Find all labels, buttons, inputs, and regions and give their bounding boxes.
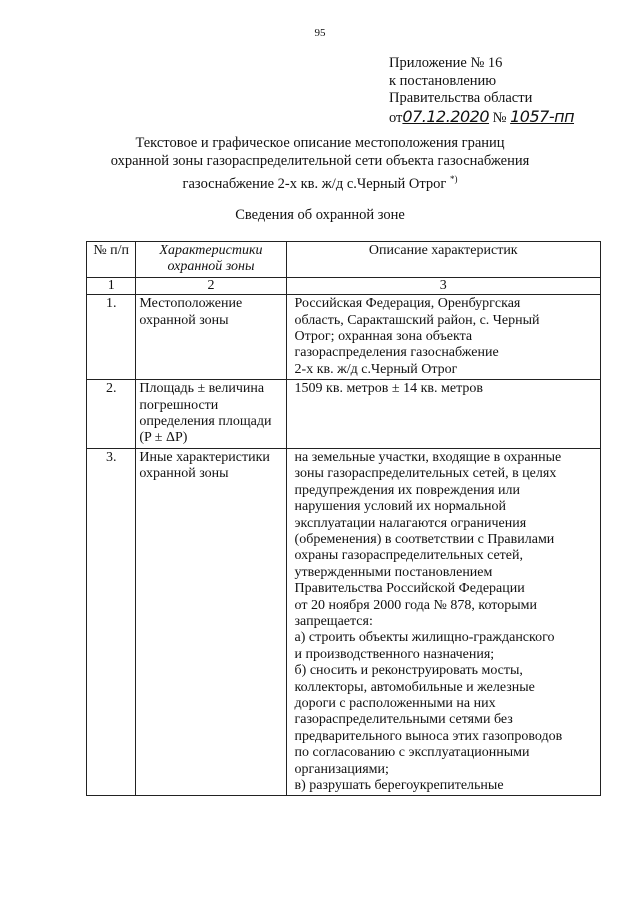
document-title xyxy=(0,134,640,193)
desc-line: на земельные участки, входящие в охранные xyxy=(294,449,562,465)
desc-line: предварительного выноса этих газопроводов xyxy=(294,728,563,744)
desc-line: Отрог; охранная зона объекта xyxy=(294,329,473,345)
row-description xyxy=(286,295,600,380)
row-number: 1. xyxy=(87,295,136,380)
header-description: Описание характеристик xyxy=(286,242,600,278)
desc-line: 1509 кв. метров ± 14 кв. метров xyxy=(294,381,483,397)
col-num-1: 1 xyxy=(87,277,136,294)
desc-line: нарушения условий их нормальной xyxy=(294,499,506,515)
title-line-1: Текстовое и графическое описание местоположения границ xyxy=(135,135,505,151)
desc-line: эксплуатации налагаются ограничения xyxy=(294,515,527,531)
desc-line: и производственного назначения; xyxy=(294,646,495,662)
table-row xyxy=(87,448,601,796)
desc-line: зоны газораспределительных сетей, в целях xyxy=(294,466,557,482)
desc-line: газораспределительными сетями без xyxy=(294,712,513,728)
handwritten-number: 1057-пп xyxy=(510,106,575,126)
appendix-line-2: к постановлению xyxy=(389,72,497,89)
desc-line: дороги с расположенными на них xyxy=(294,695,496,711)
col-num-3: 3 xyxy=(286,277,600,294)
header-number: № п/п xyxy=(87,242,136,278)
row-name: Местоположение охранной зоны xyxy=(136,295,286,380)
from-prefix: от xyxy=(389,109,403,126)
row-description xyxy=(286,448,600,796)
desc-line: а) строить объекты жилищно-гражданского xyxy=(294,630,555,646)
appendix-date-line xyxy=(389,108,574,128)
footnote-mark: *) xyxy=(449,174,458,184)
column-number-row xyxy=(87,277,601,294)
row-description xyxy=(286,380,600,449)
section-subtitle: Сведения об охранной зоне xyxy=(235,207,405,223)
row-number: 2. xyxy=(87,380,136,449)
appendix-line-3: Правительства области xyxy=(389,90,533,106)
desc-line: б) сносить и реконструировать мосты, xyxy=(294,663,523,679)
page-number: 95 xyxy=(314,27,326,39)
desc-line: в) разрушать берегоукрепительные xyxy=(294,778,504,793)
title-line-2: охранной зоны газораспределительной сети объекта газоснабжения xyxy=(110,153,530,169)
desc-line: запрещается: xyxy=(294,613,373,629)
desc-line: организациями; xyxy=(294,761,389,777)
desc-line: утвержденными постановлением xyxy=(294,564,493,580)
desc-line: (обременения) в соответствии с Правилами xyxy=(294,531,555,547)
header-characteristics: Характеристики охранной зоны xyxy=(136,242,286,278)
desc-line: Российская Федерация, Оренбургская xyxy=(294,296,521,312)
desc-line: охраны газораспределительных сетей, xyxy=(294,548,523,564)
title-line-3-text: газоснабжение 2-х кв. ж/д с.Черный Отрог xyxy=(182,175,447,192)
protected-zone-table xyxy=(86,241,601,796)
table-row xyxy=(87,295,601,380)
desc-line: газораспределения газоснабжение xyxy=(294,345,499,361)
desc-line: от 20 ноября 2000 года № 878, которыми xyxy=(294,597,537,613)
desc-line: предупреждения их повреждения или xyxy=(294,482,521,498)
title-line-3 xyxy=(0,170,640,193)
row-number: 3. xyxy=(87,448,136,796)
number-prefix: № xyxy=(492,109,507,126)
desc-line: по согласованию с эксплуатационными xyxy=(294,745,530,761)
row-name: Иные характеристики охранной зоны xyxy=(136,448,286,796)
table-header-row xyxy=(87,242,601,278)
table-row xyxy=(87,380,601,449)
appendix-block xyxy=(389,55,574,127)
col-num-2: 2 xyxy=(136,277,286,294)
row-name: Площадь ± величина погрешности определения площади (P ± ΔP) xyxy=(136,380,286,449)
desc-line: Правительства Российской Федерации xyxy=(294,581,525,597)
handwritten-date: 07.12.2020 xyxy=(402,106,490,126)
desc-line: 2-х кв. ж/д с.Черный Отрог xyxy=(294,361,458,377)
desc-line: область, Саракташский район, с. Черный xyxy=(294,312,540,328)
desc-line: коллекторы, автомобильные и железные xyxy=(294,679,535,695)
appendix-line-1: Приложение № 16 xyxy=(389,55,503,71)
